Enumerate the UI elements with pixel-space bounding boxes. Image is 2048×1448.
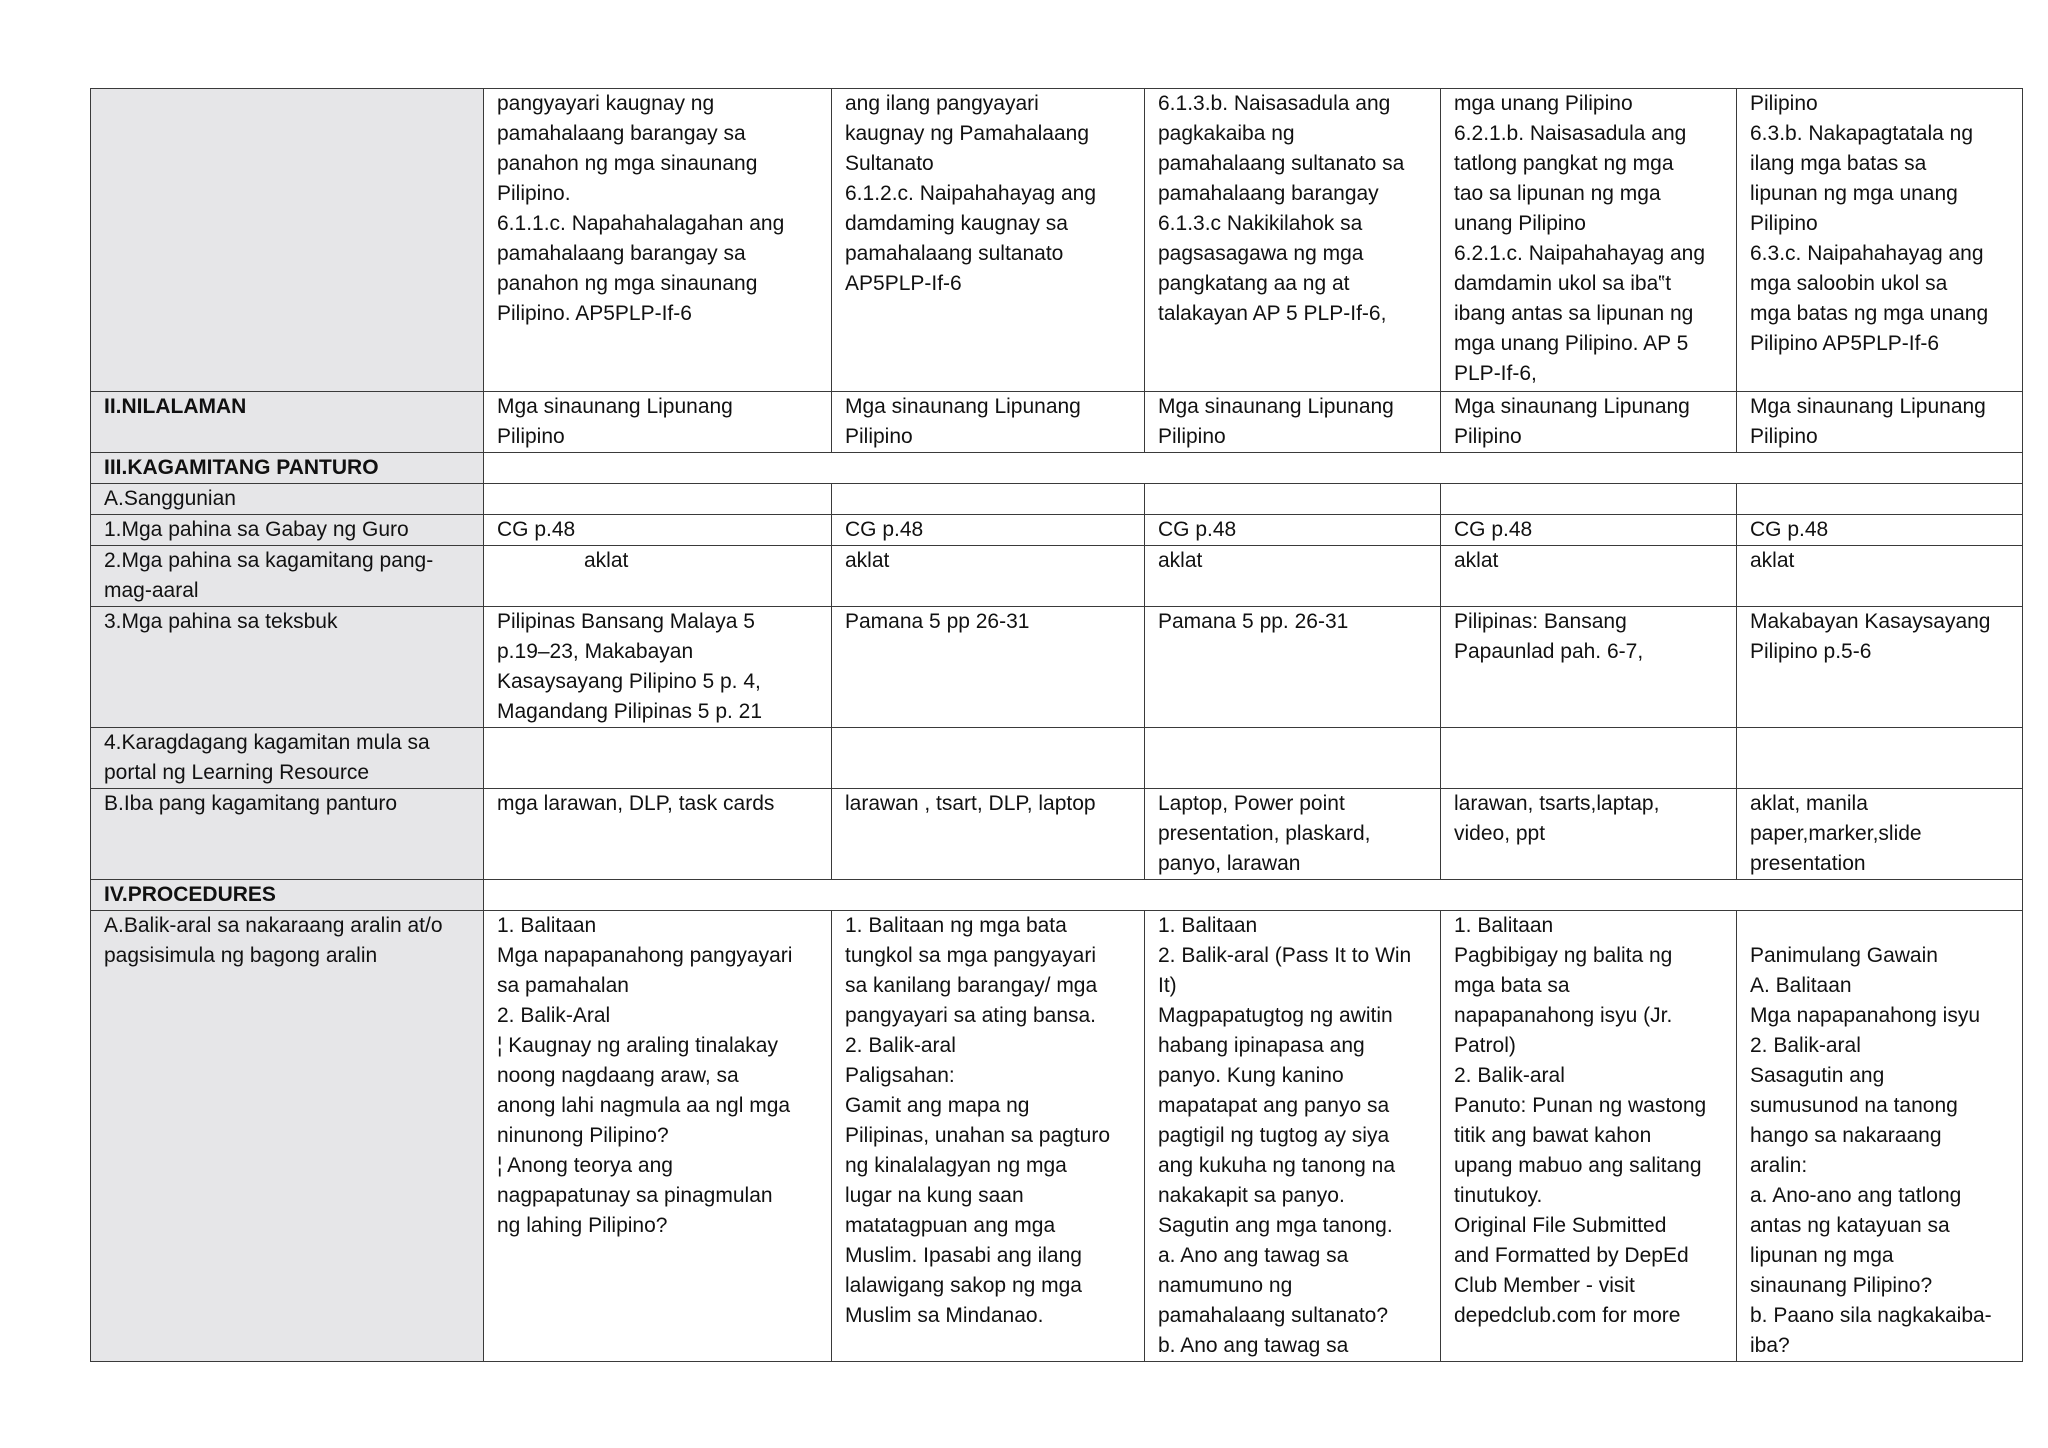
table-cell: 6.1.3.b. Naisasadula ang pagkakaiba ng pamahalaang sultanato sa pamahalaang barangay 6.1.3.c Nakikilahok sa pagsasagawa ng mga pangkatang aa ng at talakayan AP 5 PLP-If-6, (1145, 89, 1441, 392)
lesson-plan-table (90, 88, 2023, 1362)
table-cell: 1. Balitaan Pagbibigay ng balita ng mga bata sa napapanahong isyu (Jr. Patrol) 2. Balik-aral Panuto: Punan ng wastong titik ang bawat kahon upang mabuo ang salitang tinutukoy. Original File Submitted and Formatted by DepEd Club Member - visit depedclub.com for more (1441, 911, 1737, 1362)
table-cell: 1. Balitaan Mga napapanahong pangyayari sa pamahalan 2. Balik-Aral ¦ Kaugnay ng araling tinalakay noong nagdaang araw, sa anong lahi nagmula aa ngl mga ninunong Pilipino? ¦ Anong teorya ang nagpapatunay sa pinagmulan ng lahing Pilipino? (484, 911, 832, 1362)
table-cell: Pilipinas: Bansang Papaunlad pah. 6-7, (1441, 607, 1737, 728)
table-cell: Mga sinaunang Lipunang Pilipino (832, 392, 1145, 453)
section-heading-kagamitang-panturo: III.KAGAMITANG PANTURO (91, 453, 484, 484)
table-cell: CG p.48 (1145, 515, 1441, 546)
row-label: 1.Mga pahina sa Gabay ng Guro (91, 515, 484, 546)
table-cell: CG p.48 (484, 515, 832, 546)
table-row (91, 453, 2023, 484)
table-cell: aklat (1737, 546, 2023, 607)
row-label: 4.Karagdagang kagamitan mula sa portal ng Learning Resource (91, 728, 484, 789)
table-cell: mga unang Pilipino 6.2.1.b. Naisasadula ang tatlong pangkat ng mga tao sa lipunan ng mga unang Pilipino 6.2.1.c. Naipahahayag ang damdamin ukol sa iba‟t ibang antas sa lipunan ng mga unang Pilipino. AP 5 PLP-If-6, (1441, 89, 1737, 392)
table-cell: aklat (1145, 546, 1441, 607)
section-heading-nilalaman: II.NILALAMAN (91, 392, 484, 453)
table-cell: larawan, tsarts,laptap, video, ppt (1441, 789, 1737, 880)
table-cell (484, 728, 832, 789)
row-label: 3.Mga pahina sa teksbuk (91, 607, 484, 728)
row-label: A.Balik-aral sa nakaraang aralin at/o pagsisimula ng bagong aralin (91, 911, 484, 1362)
table-cell (484, 484, 832, 515)
table-cell: Pamana 5 pp. 26-31 (1145, 607, 1441, 728)
table-cell: aklat (832, 546, 1145, 607)
table-cell: ang ilang pangyayari kaugnay ng Pamahalaang Sultanato 6.1.2.c. Naipahahayag ang damdaming kaugnay sa pamahalaang sultanato AP5PLP-If-6 (832, 89, 1145, 392)
section-heading-procedures: IV.PROCEDURES (91, 880, 484, 911)
table-row (91, 789, 2023, 880)
table-cell: aklat (1441, 546, 1737, 607)
table-cell: Pilipino 6.3.b. Nakapagtatala ng ilang mga batas sa lipunan ng mga unang Pilipino 6.3.c. Naipahahayag ang mga saloobin ukol sa mga batas ng mga unang Pilipino AP5PLP-If-6 (1737, 89, 2023, 392)
table-row (91, 515, 2023, 546)
table-row (91, 880, 2023, 911)
table-cell: 1. Balitaan ng mga bata tungkol sa mga pangyayari sa kanilang barangay/ mga pangyayari sa ating bansa. 2. Balik-aral Paligsahan: Gamit ang mapa ng Pilipinas, unahan sa pagturo ng kinalalagyan ng mga lugar na kung saan matatagpuan ang mga Muslim. Ipasabi ang ilang lalawigang sakop ng mga Muslim sa Mindanao. (832, 911, 1145, 1362)
table-cell (1737, 484, 2023, 515)
table-cell: CG p.48 (1737, 515, 2023, 546)
table-row (91, 546, 2023, 607)
row-label (91, 89, 484, 392)
table-cell-merged (484, 880, 2023, 911)
table-cell (1145, 484, 1441, 515)
row-label: A.Sanggunian (91, 484, 484, 515)
table-cell: 1. Balitaan 2. Balik-aral (Pass It to Win It) Magpapatugtog ng awitin habang ipinapasa ang panyo. Kung kanino mapatapat ang panyo sa pagtigil ng tugtog ay siya ang kukuha ng tanong na nakakapit sa panyo. Sagutin ang mga tanong. a. Ano ang tawag sa namumuno ng pamahalaang sultanato? b. Ano ang tawag sa (1145, 911, 1441, 1362)
table-cell: aklat, manila paper,marker,slide presentation (1737, 789, 2023, 880)
table-cell (832, 728, 1145, 789)
table-cell: Mga sinaunang Lipunang Pilipino (484, 392, 832, 453)
table-row (91, 728, 2023, 789)
table-cell: pangyayari kaugnay ng pamahalaang barangay sa panahon ng mga sinaunang Pilipino. 6.1.1.c. Napahahalagahan ang pamahalaang barangay sa panahon ng mga sinaunang Pilipino. AP5PLP-If-6 (484, 89, 832, 392)
table-cell: Mga sinaunang Lipunang Pilipino (1737, 392, 2023, 453)
table-cell (1441, 728, 1737, 789)
table-cell: Laptop, Power point presentation, plaskard, panyo, larawan (1145, 789, 1441, 880)
table-row (91, 911, 2023, 1362)
row-label: B.Iba pang kagamitang panturo (91, 789, 484, 880)
table-cell (832, 484, 1145, 515)
table-cell: Pilipinas Bansang Malaya 5 p.19–23, Makabayan Kasaysayang Pilipino 5 p. 4, Magandang Pilipinas 5 p. 21 (484, 607, 832, 728)
table-cell: Pamana 5 pp 26-31 (832, 607, 1145, 728)
table-cell: larawan , tsart, DLP, laptop (832, 789, 1145, 880)
table-cell-merged (484, 453, 2023, 484)
table-cell: Mga sinaunang Lipunang Pilipino (1145, 392, 1441, 453)
table-row (91, 484, 2023, 515)
table-cell (1145, 728, 1441, 789)
table-cell: Panimulang Gawain A. Balitaan Mga napapanahong isyu 2. Balik-aral Sasagutin ang sumusunod na tanong hango sa nakaraang aralin: a. Ano-ano ang tatlong antas ng katayuan sa lipunan ng mga sinaunang Pilipino? b. Paano sila nagkakaiba- iba? (1737, 911, 2023, 1362)
table-cell: CG p.48 (832, 515, 1145, 546)
table-cell: Mga sinaunang Lipunang Pilipino (1441, 392, 1737, 453)
table-cell: CG p.48 (1441, 515, 1737, 546)
table-cell: Makabayan Kasaysayang Pilipino p.5-6 (1737, 607, 2023, 728)
table-cell: mga larawan, DLP, task cards (484, 789, 832, 880)
table-row (91, 89, 2023, 392)
table-row (91, 392, 2023, 453)
table-row (91, 607, 2023, 728)
lesson-plan-page (90, 88, 2022, 1362)
table-cell: aklat (484, 546, 832, 607)
row-label: 2.Mga pahina sa kagamitang pang- mag-aaral (91, 546, 484, 607)
table-cell (1737, 728, 2023, 789)
table-cell (1441, 484, 1737, 515)
